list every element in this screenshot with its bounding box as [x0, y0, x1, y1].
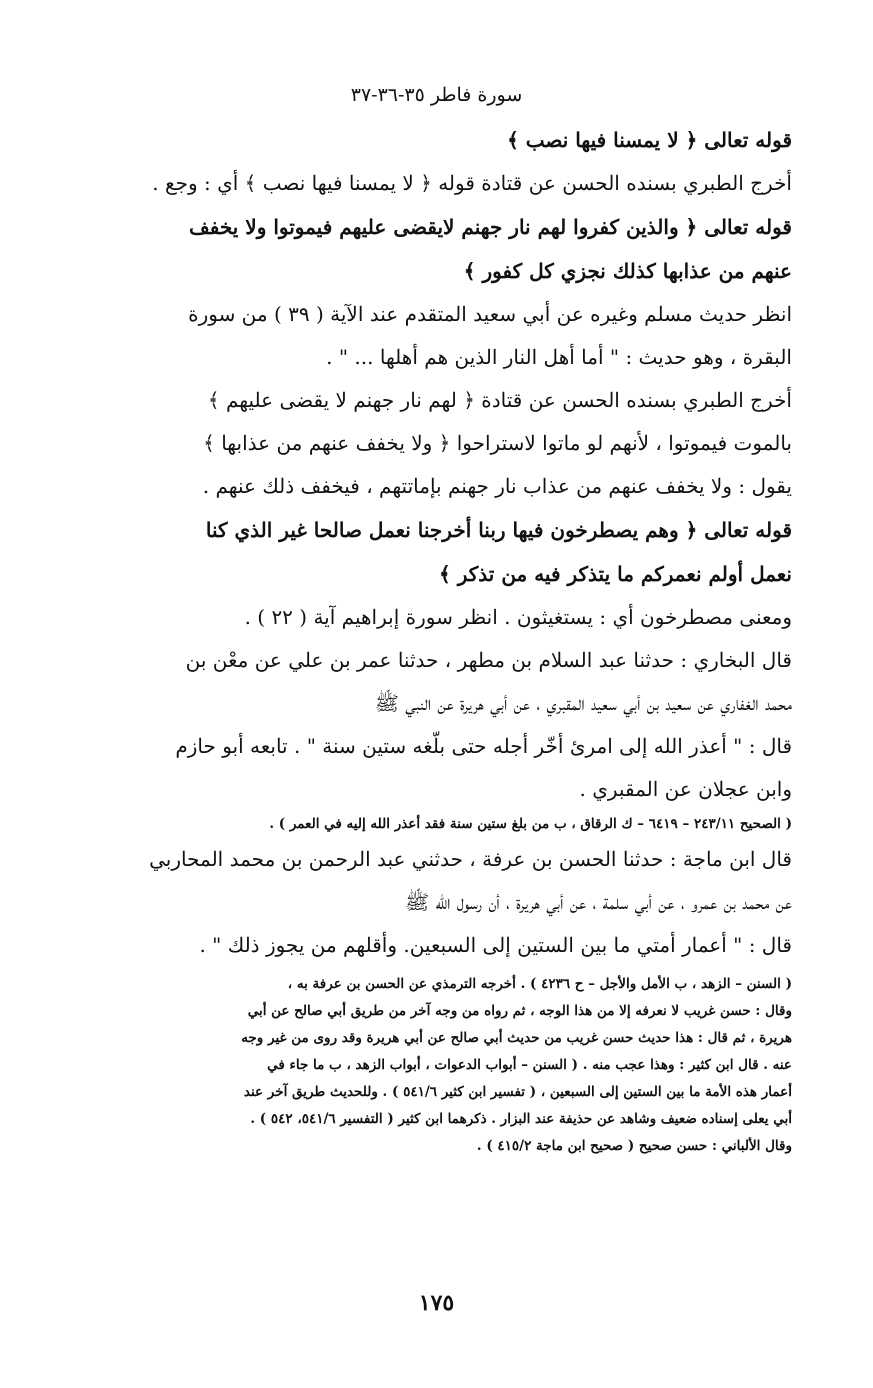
commentary-line: يقول : ولا يخفف عنهم من عذاب نار جهنم بإماتتهم ، فيخفف ذلك عنهم . [202, 474, 792, 498]
page-body [74, 118, 792, 1160]
commentary-line: قال البخاري : حدثنا عبد السلام بن مطهر ، حدثنا عمر بن علي عن معْن بن [185, 648, 792, 672]
verse-heading: قوله تعالى ﴿ وهم يصطرخون فيها ربنا أخرجنا نعمل صالحا غير الذي كنا [205, 518, 792, 542]
reference-note: ( السنن – الزهد ، ب الأمل والأجل – ح ٤٢٣٦ ) . أخرجه الترمذي عن الحسن بن عرفة به ، [287, 976, 792, 992]
reference-note: أعمار هذه الأمة ما بين الستين إلى السبعين ، ( تفسير ابن كثير ٥٤١/٦ ) . وللحديث طريق آخر عند [243, 1084, 792, 1100]
commentary-line: ومعنى مصطرخون أي : يستغيثون . انظر سورة إبراهيم آية ( ٢٢ ) . [244, 605, 792, 629]
commentary-line: أخرج الطبري بسنده الحسن عن قتادة ﴿ لهم نار جهنم لا يقضى عليهم ﴾ [207, 388, 792, 412]
commentary-line: عن محمد بن عمرو ، عن أبي سلمة ، عن أبي هريرة ، أن رسول الله ﷺ [404, 890, 792, 914]
commentary-line: انظر حديث مسلم وغيره عن أبي سعيد المتقدم عند الآية ( ٣٩ ) من سورة [188, 302, 792, 326]
verse-heading: عنهم من عذابها كذلك نجزي كل كفور ﴾ [463, 259, 792, 283]
running-header: سورة فاطر ٣٥-٣٦-٣٧ [350, 84, 523, 106]
commentary-line: قال ابن ماجة : حدثنا الحسن بن عرفة ، حدثني عبد الرحمن بن محمد المحاربي [149, 847, 792, 871]
reference-note: وقال : حسن غريب لا نعرفه إلا من هذا الوجه ، ثم رواه من وجه آخر من طريق أبي صالح عن أبي [247, 1003, 792, 1019]
page-number: ١٧٥ [418, 1290, 455, 1316]
commentary-line: قال : " أعذر الله إلى امرئ أخّر أجله حتى بلّغه ستين سنة " . تابعه أبو حازم [175, 734, 792, 758]
reference-note: ( الصحيح ٢٤٣/١١ – ٦٤١٩ – ك الرقاق ، ب من بلغ ستين سنة فقد أعذر الله إليه في العمر ) . [269, 816, 792, 832]
commentary-line: البقرة ، وهو حديث : " أما أهل النار الذين هم أهلها ... " . [326, 345, 792, 369]
commentary-line: محمد الغفاري عن سعيد بن أبي سعيد المقبري ، عن أبي هريرة عن النبي ﷺ [374, 691, 792, 715]
reference-note: وقال الألباني : حسن صحيح ( صحيح ابن ماجة ٤١٥/٢ ) . [476, 1138, 792, 1154]
commentary-line: بالموت فيموتوا ، لأنهم لو ماتوا لاستراحوا ﴿ ولا يخفف عنهم من عذابها ﴾ [203, 431, 792, 455]
verse-heading: قوله تعالى ﴿ والذين كفروا لهم نار جهنم لايقضى عليهم فيموتوا ولا يخفف [189, 215, 792, 239]
commentary-line: وابن عجلان عن المقبري . [579, 777, 792, 801]
verse-heading: قوله تعالى ﴿ لا يمسنا فيها نصب ﴾ [507, 128, 792, 152]
reference-note: عنه . قال ابن كثير : وهذا عجب منه . ( السنن – أبواب الدعوات ، أبواب الزهد ، ب ما جاء في [267, 1057, 792, 1073]
verse-heading: نعمل أولم نعمركم ما يتذكر فيه من تذكر ﴾ [439, 562, 792, 586]
reference-note: أبي يعلى إسناده ضعيف وشاهد عن حذيفة عند البزار . ذكرهما ابن كثير ( التفسير ٥٤١/٦، ٥٤٢ ) . [250, 1111, 792, 1127]
commentary-line: قال : " أعمار أمتي ما بين الستين إلى السبعين. وأقلهم من يجوز ذلك " . [199, 933, 792, 957]
reference-note: هريرة ، ثم قال : هذا حديث حسن غريب من حديث أبي صالح عن أبي هريرة وقد روى من غير وجه [241, 1030, 792, 1046]
reference-notes [74, 971, 792, 1160]
commentary-line: أخرج الطبري بسنده الحسن عن قتادة قوله ﴿ لا يمسنا فيها نصب ﴾ أي : وجع . [152, 171, 792, 195]
